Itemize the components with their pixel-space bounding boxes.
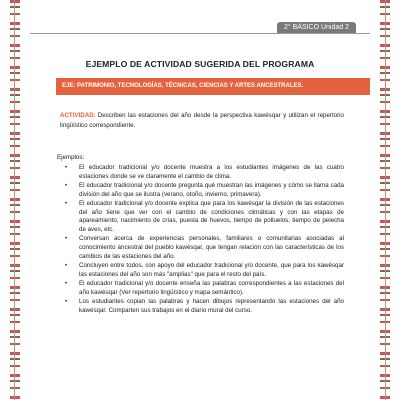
grade-unit-tab: 2° BÁSICO Unidad 2	[277, 22, 356, 33]
examples-list	[57, 164, 344, 315]
header-rule	[30, 33, 370, 34]
list-item: • El educador tradicional y/o docente pregunta qué muestran las imágenes y cómo se llama cada división del año que se ilustra (verano, otoño, invierno, primavera).	[57, 182, 344, 200]
activity-text: Describen las estaciones del año desde la perspectiva kawésqar y utilizan el repertorio lingüístico correspondiente.	[60, 112, 344, 129]
list-item: • El educador tradicional y/o docente enseña las palabras correspondientes a las estaciones del año kawésqar (Ver repertorio lingüístico y mapa semántico).	[57, 280, 344, 298]
list-item: • El educador tradicional y/o docente muestra a los estudiantes imágenes de las cuatro estaciones donde se ve claramente el cambio de clima.	[57, 164, 344, 182]
activity-description	[60, 111, 344, 130]
eje-banner: EJE: PATRIMONIO, TECNOLOGÍAS, TÉCNICAS, CIENCIAS Y ARTES ANCESTRALES.	[56, 78, 370, 95]
list-item: • El educador tradicional y/o docente explica que para los kawésqar la división de las estaciones del año tiene que ver con el cambio de condiciones climáticas y con las etapas de apareamiento, nacimiento de crías, puesta de huevos, tiempo de polluelos, tiempo de pelecha de aves, etc.	[57, 200, 344, 236]
activity-label: ACTIVIDAD:	[60, 112, 96, 119]
list-item: • Concluyen entre todos, con apoyo del educador tradicional y/o docente, que para los kawésqar las estaciones del año son más "amplias" que para el resto del país.	[57, 262, 344, 280]
list-item: • Los estudiantes copian las palabras y hacen dibujos representando las estaciones del año kawésqar. Comparten sus trabajos en el diario mural del curso.	[57, 298, 344, 316]
page-title: EJEMPLO DE ACTIVIDAD SUGERIDA DEL PROGRAMA	[85, 59, 315, 69]
examples-heading: Ejemplos:	[57, 154, 85, 161]
list-item: • Conversan acerca de experiencias personales, familiares o comunitarias asociadas al conocimiento ancestral del pueblo kawésqar, que tengan relación con las características de los cambios de las estaciones del año.	[57, 235, 344, 262]
